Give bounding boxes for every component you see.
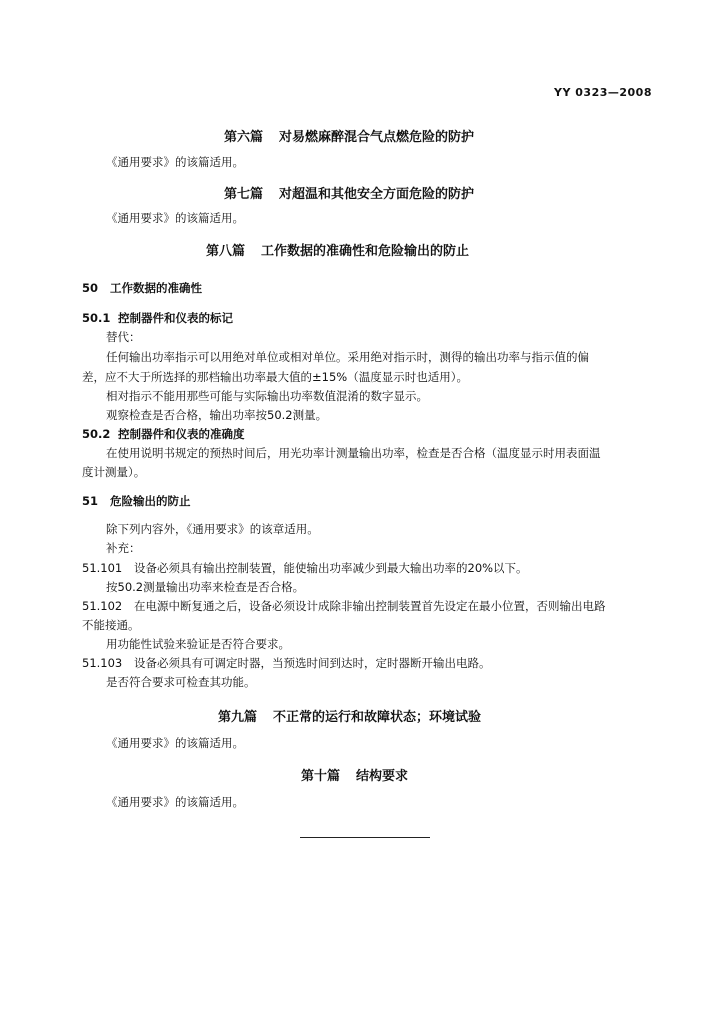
clause-50-2-number: 50.2 bbox=[82, 427, 111, 441]
part8-number: 第八篇 bbox=[206, 244, 246, 259]
clause-50-heading bbox=[82, 281, 202, 295]
part9-number: 第九篇 bbox=[218, 710, 258, 725]
clause-50-number: 50 bbox=[82, 281, 99, 295]
part6-text: 《通用要求》的该篇适用。 bbox=[106, 155, 244, 169]
clause-51-101-line-1 bbox=[82, 561, 528, 575]
part8-heading bbox=[206, 240, 469, 259]
part6-title: 对易燃麻醉混合气点燃危险的防护 bbox=[279, 130, 475, 145]
clause-50-1-heading bbox=[82, 311, 233, 325]
clause-50-1-line-3: 差，应不大于所选择的那档输出功率最大值的±15%（温度显示时也适用）。 bbox=[82, 370, 468, 384]
clause-51-102-number: 51.102 bbox=[82, 599, 123, 613]
clause-50-1-line-2: 任何输出功率指示可以用绝对单位或相对单位。采用绝对指示时，测得的输出功率与指示值的偏 bbox=[106, 350, 589, 364]
part9-text: 《通用要求》的该篇适用。 bbox=[106, 736, 244, 750]
part10-number: 第十篇 bbox=[301, 769, 341, 784]
clause-50-1-line-1: 替代： bbox=[106, 330, 141, 344]
end-rule bbox=[300, 837, 430, 838]
clause-50-1-title: 控制器件和仪表的标记 bbox=[118, 311, 233, 325]
clause-51-number: 51 bbox=[82, 494, 99, 508]
clause-51-102-text: 在电源中断复通之后，设备必须设计成除非输出控制装置首先设定在最小位置，否则输出电路 bbox=[134, 599, 606, 613]
part8-title: 工作数据的准确性和危险输出的防止 bbox=[261, 244, 470, 259]
part10-heading bbox=[301, 765, 408, 784]
part7-text: 《通用要求》的该篇适用。 bbox=[106, 211, 244, 225]
part6-number: 第六篇 bbox=[224, 130, 264, 145]
clause-50-2-line-1: 在使用说明书规定的预热时间后，用光功率计测量输出功率，检查是否合格（温度显示时用表面温 bbox=[106, 446, 601, 460]
clause-50-title: 工作数据的准确性 bbox=[110, 281, 202, 295]
clause-51-102-line-2: 不能接通。 bbox=[82, 618, 140, 632]
clause-50-2-title: 控制器件和仪表的准确度 bbox=[118, 427, 245, 441]
clause-51-103-text: 设备必须具有可调定时器，当预选时间到达时，定时器断开输出电路。 bbox=[134, 656, 491, 670]
clause-50-1-line-4: 相对指示不能用那些可能与实际输出功率数值混淆的数字显示。 bbox=[106, 389, 428, 403]
clause-51-102-line-1 bbox=[82, 599, 606, 613]
part7-heading bbox=[224, 183, 474, 202]
part9-heading bbox=[218, 706, 481, 725]
clause-51-heading bbox=[82, 494, 191, 508]
part10-text: 《通用要求》的该篇适用。 bbox=[106, 795, 244, 809]
clause-51-101-number: 51.101 bbox=[82, 561, 123, 575]
clause-50-1-line-5: 观察检查是否合格，输出功率按50.2测量。 bbox=[106, 408, 328, 422]
clause-51-103-line-2: 是否符合要求可检查其功能。 bbox=[106, 675, 256, 689]
clause-51-title: 危险输出的防止 bbox=[110, 494, 191, 508]
standard-number: YY 0323—2008 bbox=[554, 86, 652, 99]
clause-50-1-number: 50.1 bbox=[82, 311, 111, 325]
clause-51-103-number: 51.103 bbox=[82, 656, 123, 670]
clause-51-103-line-1 bbox=[82, 656, 491, 670]
clause-51-line-1: 除下列内容外，《通用要求》的该章适用。 bbox=[106, 522, 319, 536]
part7-title: 对超温和其他安全方面危险的防护 bbox=[279, 187, 475, 202]
clause-50-2-heading bbox=[82, 427, 245, 441]
clause-50-2-line-2: 度计测量）。 bbox=[82, 465, 146, 479]
part9-title: 不正常的运行和故障状态；环境试验 bbox=[273, 710, 482, 725]
clause-51-102-line-3: 用功能性试验来验证是否符合要求。 bbox=[106, 637, 290, 651]
clause-51-line-2: 补充： bbox=[106, 541, 141, 555]
part6-heading bbox=[224, 126, 474, 145]
part7-number: 第七篇 bbox=[224, 187, 264, 202]
part10-title: 结构要求 bbox=[356, 769, 409, 784]
clause-51-101-line-2: 按50.2测量输出功率来检查是否合格。 bbox=[106, 580, 305, 594]
clause-51-101-text: 设备必须具有输出控制装置，能使输出功率减少到最大输出功率的20%以下。 bbox=[134, 561, 528, 575]
